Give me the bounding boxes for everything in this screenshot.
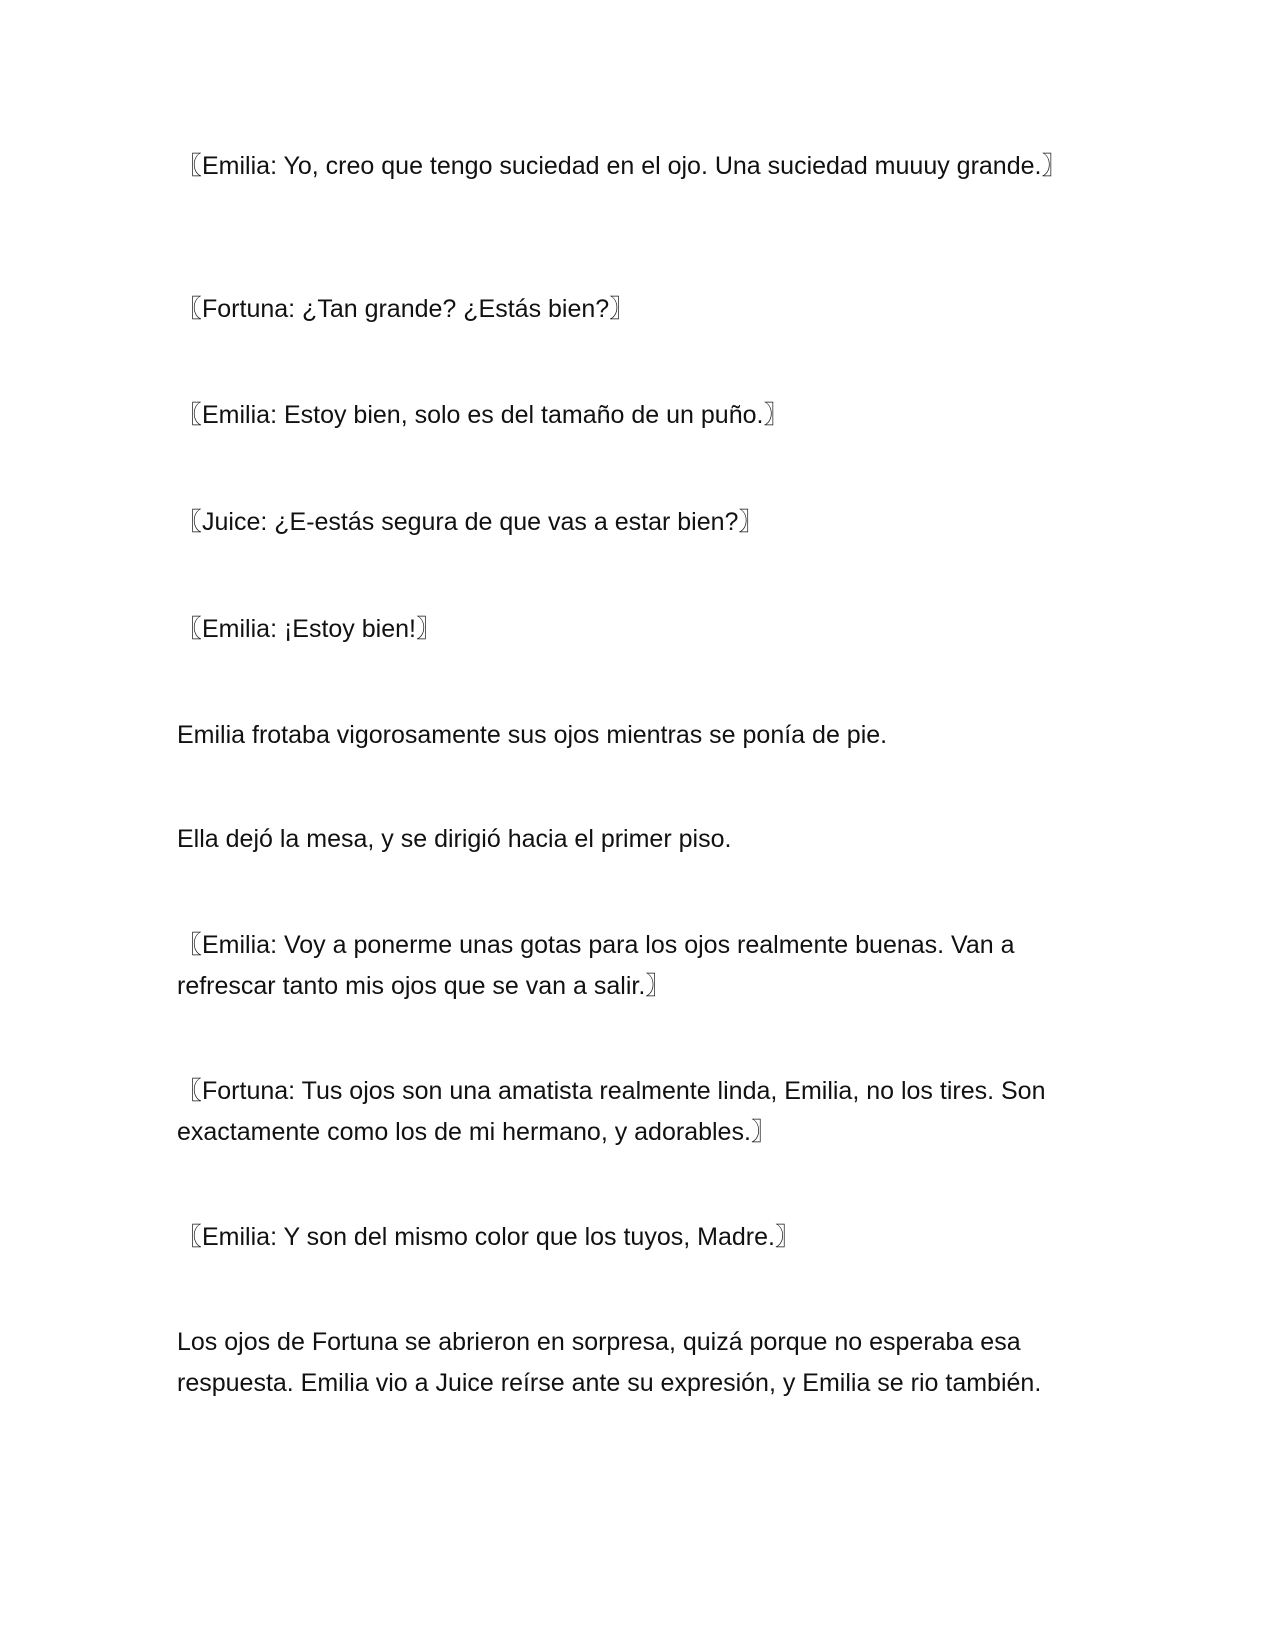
dialogue-line-emilia: 〖Emilia: Y son del mismo color que los tuyos, Madre.〗 bbox=[177, 1223, 800, 1251]
narration-paragraph: Emilia frotaba vigorosamente sus ojos mientras se ponía de pie. bbox=[177, 721, 888, 749]
dialogue-line-emilia: 〖Emilia: Voy a ponerme unas gotas para los ojos realmente buenas. Van a refrescar tanto mis ojos que se van a salir.〗 bbox=[177, 931, 1015, 1000]
dialogue-line-juice: 〖Juice: ¿E-estás segura de que vas a estar bien?〗 bbox=[177, 508, 764, 536]
dialogue-line-emilia: 〖Emilia: Estoy bien, solo es del tamaño de un puño.〗 bbox=[177, 401, 789, 429]
dialogue-line-emilia: 〖Emilia: ¡Estoy bien!〗 bbox=[177, 615, 441, 643]
narration-paragraph: Ella dejó la mesa, y se dirigió hacia el primer piso. bbox=[177, 825, 732, 853]
dialogue-line-fortuna: 〖Fortuna: Tus ojos son una amatista realmente linda, Emilia, no los tires. Son exactamente como los de mi hermano, y adorables.〗 bbox=[177, 1077, 1046, 1146]
dialogue-line-fortuna: 〖Fortuna: ¿Tan grande? ¿Estás bien?〗 bbox=[177, 295, 635, 323]
dialogue-line-emilia: 〖Emilia: Yo, creo que tengo suciedad en el ojo. Una suciedad muuuy grande.〗 bbox=[177, 152, 1067, 180]
narration-paragraph: Los ojos de Fortuna se abrieron en sorpresa, quizá porque no esperaba esa respuesta. Emilia vio a Juice reírse ante su expresión, y Emilia se rio también. bbox=[177, 1328, 1042, 1397]
